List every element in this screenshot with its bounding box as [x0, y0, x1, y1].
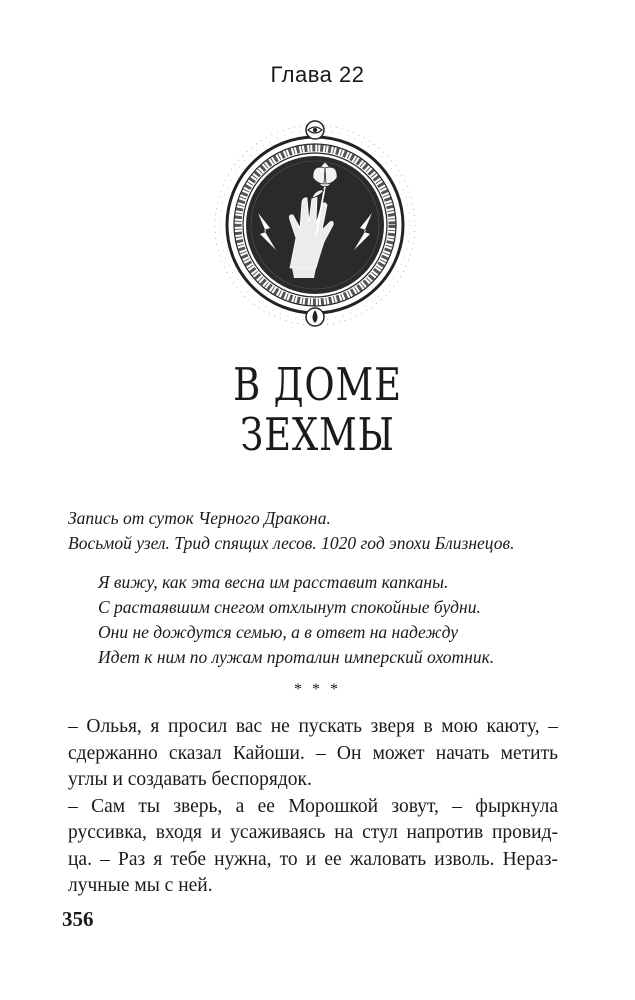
epigraph-line: Восьмой узел. Трид спящих лесов. 1020 год эпохи Близнецов. — [68, 533, 515, 553]
prose-line: – Сам ты зверь, а ее Морошкой зовут, – фыркнула — [68, 795, 558, 817]
poem — [98, 570, 598, 670]
epigraph — [68, 506, 588, 556]
chapter-title-line: ЗЕХМЫ — [240, 408, 395, 461]
poem-line: Я вижу, как эта весна им расставит капканы. — [98, 572, 449, 592]
eye-icon — [306, 121, 324, 139]
prose-text — [68, 714, 558, 900]
poem-line: Идет к ним по лужам проталин имперский охотник. — [98, 647, 495, 667]
hand-holding-flower-emblem-icon — [212, 118, 418, 332]
prose-line: лучные мы с ней. — [68, 875, 213, 896]
poem-line: С растаявшим снегом отхлынут спокойные будни. — [98, 597, 481, 617]
page-number: 356 — [62, 907, 94, 931]
prose-line: руссивка, входя и усаживаясь на стул напротив провид- — [68, 822, 558, 843]
section-separator: * * * — [294, 681, 341, 698]
drop-icon — [306, 308, 324, 326]
prose-line: – Ольья, я просил вас не пускать зверя в мою каюту, – — [68, 716, 558, 737]
chapter-title — [57, 360, 578, 460]
chapter-label: Глава 22 — [270, 62, 365, 87]
chapter-title-line: В ДОМЕ — [233, 358, 402, 411]
prose-line: сдержанно сказал Кайоши. – Он может начать метить — [68, 742, 558, 764]
epigraph-line: Запись от суток Черного Дракона. — [68, 508, 331, 528]
prose-line: ца. – Раз я тебе нужна, то и ее жаловать изволь. Нераз- — [68, 848, 558, 870]
prose-line: углы и создавать беспорядок. — [68, 769, 312, 790]
poem-line: Они не дождутся семью, а в ответ на надежду — [98, 622, 459, 642]
